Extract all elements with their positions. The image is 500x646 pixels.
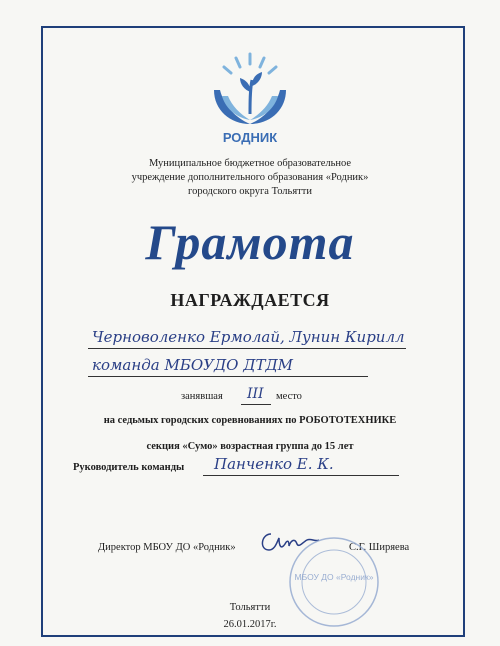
- leader-name: Панченко Е. К.: [214, 455, 334, 473]
- logo-caption: РОДНИК: [222, 130, 278, 145]
- place-value: III: [247, 386, 264, 402]
- rodnik-logo: [200, 50, 300, 146]
- footer-city: Тольятти: [229, 602, 271, 613]
- director-name: С.Г. Ширяева: [349, 542, 410, 553]
- recipient-line-1: Черноволенко Ермолай, Лунин Кирилл: [92, 328, 405, 346]
- footer-date: 26.01.2017г.: [223, 619, 277, 630]
- stamp-text: МБОУ ДО «Родник»: [294, 572, 374, 582]
- recipient-underline-2: [88, 376, 368, 377]
- org-line-2: учреждение дополнительного образования «Родник»: [131, 172, 369, 183]
- org-line-3: городского округа Тольятти: [188, 186, 312, 197]
- recipient-underline-1: [88, 348, 406, 349]
- awarded-heading: НАГРАЖДАЕТСЯ: [170, 290, 330, 310]
- hands-sprout-icon: [200, 50, 300, 146]
- certificate-title: Грамота: [145, 214, 355, 270]
- place-after: место: [276, 391, 302, 402]
- place-before: занявшая: [181, 391, 223, 402]
- leader-underline: [203, 475, 399, 476]
- recipient-line-2: команда МБОУДО ДТДМ: [92, 356, 293, 374]
- section-text: секция «Сумо» возрастная группа до 15 лет: [146, 441, 354, 452]
- competition-text: на седьмых городских соревнованиях по РОБОТОТЕХНИКЕ: [103, 415, 397, 426]
- org-line-1: Муниципальное бюджетное образовательное: [148, 158, 352, 169]
- director-label: Директор МБОУ ДО «Родник»: [98, 542, 236, 553]
- place-underline: [241, 404, 271, 405]
- stamp-seal: [286, 534, 382, 630]
- leader-label: Руководитель команды: [73, 462, 185, 473]
